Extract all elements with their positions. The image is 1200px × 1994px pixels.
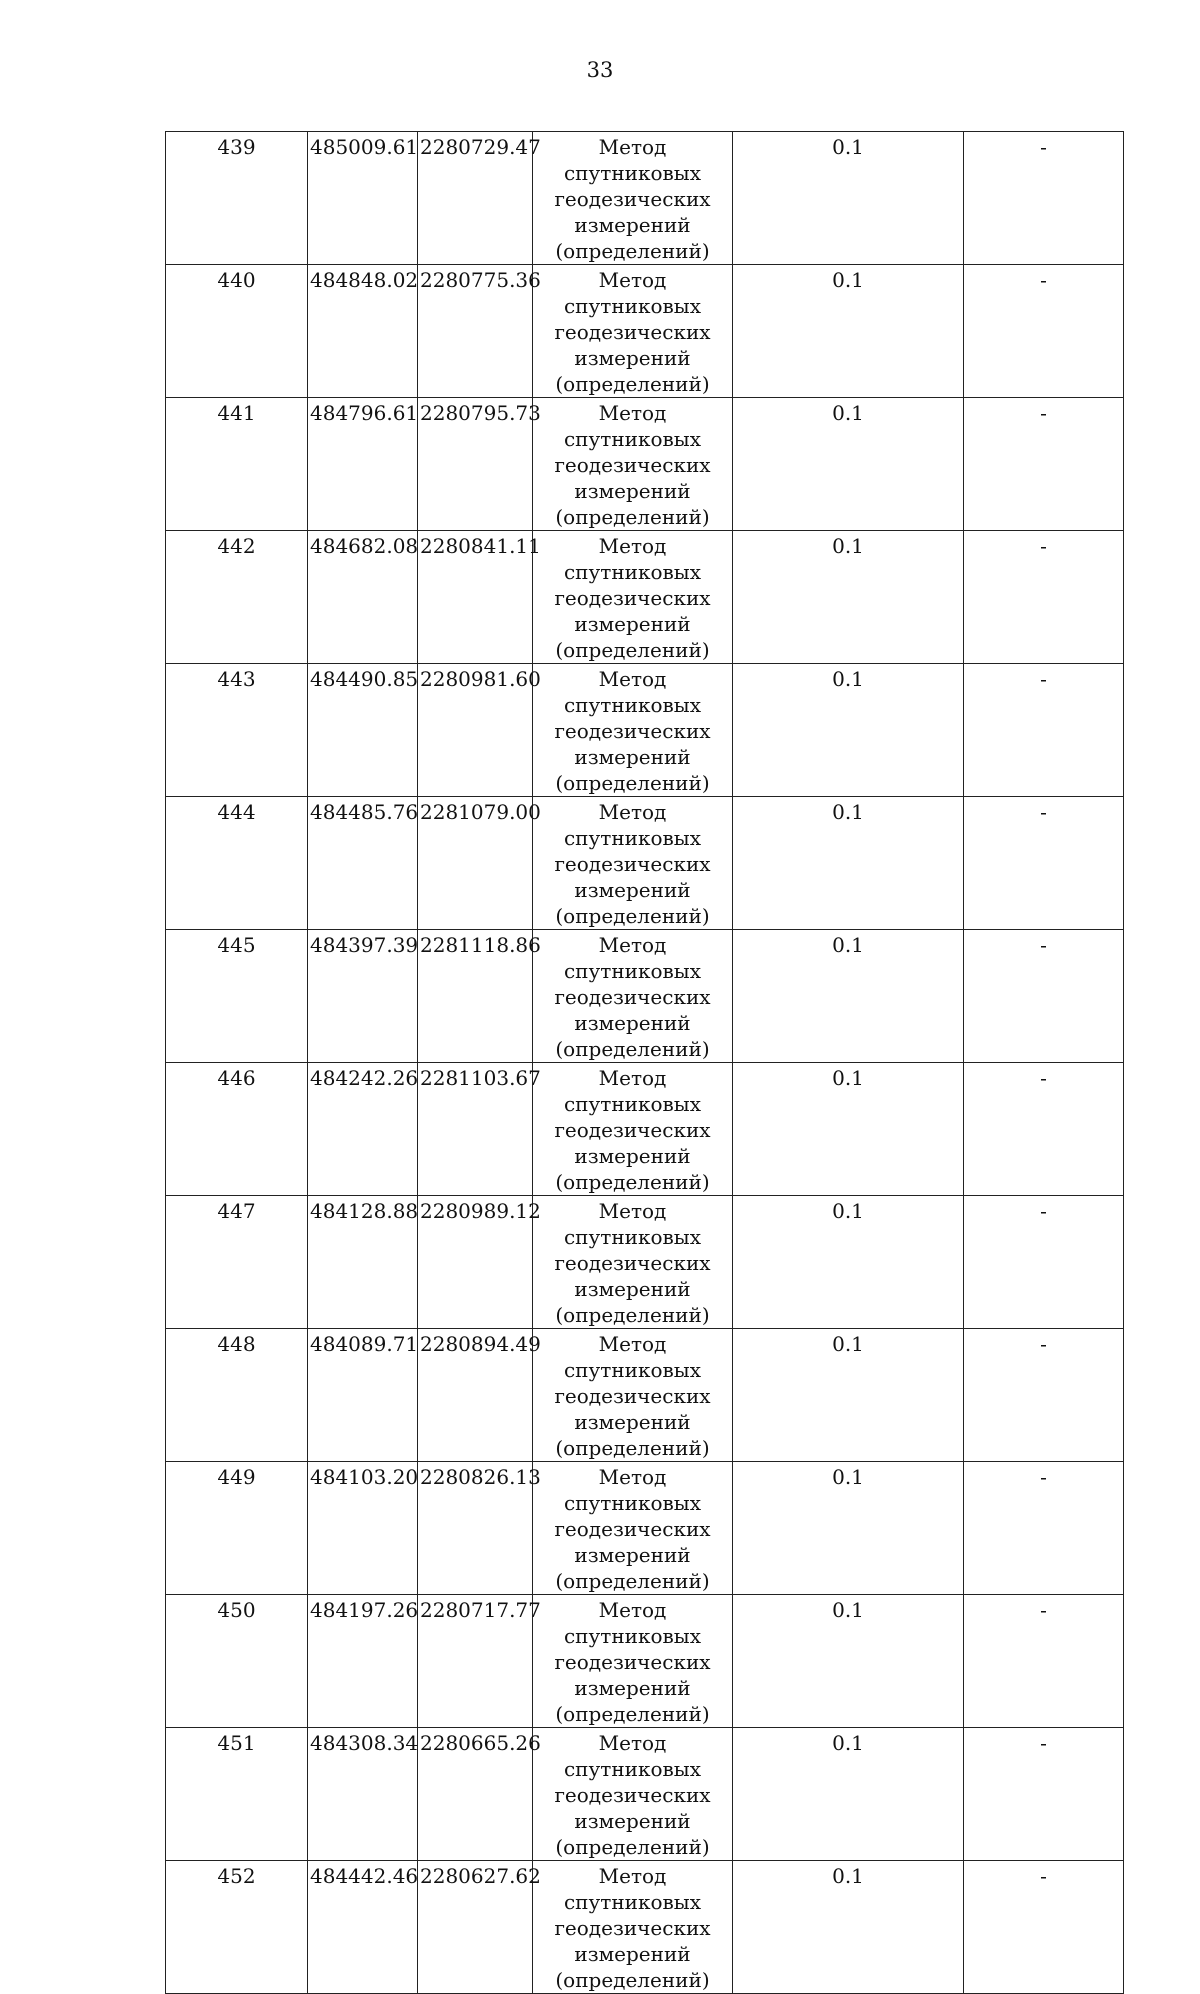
method-cell: Метод спутниковых геодезических измерений (определений) xyxy=(533,1728,733,1861)
y-coordinate-cell: 2280717.77 xyxy=(418,1595,533,1728)
note-cell: - xyxy=(964,265,1124,398)
method-cell: Метод спутниковых геодезических измерений (определений) xyxy=(533,797,733,930)
table-row xyxy=(166,930,1124,1063)
precision-cell: 0.1 xyxy=(733,398,964,531)
point-number-cell: 443 xyxy=(166,664,308,797)
precision-cell: 0.1 xyxy=(733,930,964,1063)
table-row xyxy=(166,1595,1124,1728)
point-number-cell: 446 xyxy=(166,1063,308,1196)
note-cell: - xyxy=(964,531,1124,664)
method-cell: Метод спутниковых геодезических измерений (определений) xyxy=(533,265,733,398)
method-cell: Метод спутниковых геодезических измерений (определений) xyxy=(533,1329,733,1462)
y-coordinate-cell: 2280841.11 xyxy=(418,531,533,664)
note-cell: - xyxy=(964,664,1124,797)
note-cell: - xyxy=(964,132,1124,265)
table-row xyxy=(166,664,1124,797)
y-coordinate-cell: 2280665.26 xyxy=(418,1728,533,1861)
note-cell: - xyxy=(964,1462,1124,1595)
method-cell: Метод спутниковых геодезических измерений (определений) xyxy=(533,132,733,265)
table-row xyxy=(166,1462,1124,1595)
point-number-cell: 442 xyxy=(166,531,308,664)
method-cell: Метод спутниковых геодезических измерений (определений) xyxy=(533,531,733,664)
note-cell: - xyxy=(964,1728,1124,1861)
y-coordinate-cell: 2280775.36 xyxy=(418,265,533,398)
method-cell: Метод спутниковых геодезических измерений (определений) xyxy=(533,664,733,797)
note-cell: - xyxy=(964,1861,1124,1994)
x-coordinate-cell: 484848.02 xyxy=(308,265,418,398)
note-cell: - xyxy=(964,797,1124,930)
point-number-cell: 445 xyxy=(166,930,308,1063)
note-cell: - xyxy=(964,930,1124,1063)
precision-cell: 0.1 xyxy=(733,664,964,797)
table-row xyxy=(166,1728,1124,1861)
point-number-cell: 452 xyxy=(166,1861,308,1994)
point-number-cell: 447 xyxy=(166,1196,308,1329)
x-coordinate-cell: 485009.61 xyxy=(308,132,418,265)
method-cell: Метод спутниковых геодезических измерений (определений) xyxy=(533,1196,733,1329)
point-number-cell: 440 xyxy=(166,265,308,398)
coordinates-table xyxy=(165,131,1124,1994)
precision-cell: 0.1 xyxy=(733,1728,964,1861)
y-coordinate-cell: 2281103.67 xyxy=(418,1063,533,1196)
x-coordinate-cell: 484682.08 xyxy=(308,531,418,664)
x-coordinate-cell: 484442.46 xyxy=(308,1861,418,1994)
point-number-cell: 448 xyxy=(166,1329,308,1462)
x-coordinate-cell: 484308.34 xyxy=(308,1728,418,1861)
precision-cell: 0.1 xyxy=(733,265,964,398)
y-coordinate-cell: 2280729.47 xyxy=(418,132,533,265)
method-cell: Метод спутниковых геодезических измерений (определений) xyxy=(533,1063,733,1196)
method-cell: Метод спутниковых геодезических измерений (определений) xyxy=(533,1861,733,1994)
y-coordinate-cell: 2280826.13 xyxy=(418,1462,533,1595)
precision-cell: 0.1 xyxy=(733,1063,964,1196)
point-number-cell: 450 xyxy=(166,1595,308,1728)
x-coordinate-cell: 484197.26 xyxy=(308,1595,418,1728)
note-cell: - xyxy=(964,1595,1124,1728)
y-coordinate-cell: 2280981.60 xyxy=(418,664,533,797)
method-cell: Метод спутниковых геодезических измерений (определений) xyxy=(533,398,733,531)
point-number-cell: 451 xyxy=(166,1728,308,1861)
table-row xyxy=(166,1329,1124,1462)
table-row xyxy=(166,1196,1124,1329)
y-coordinate-cell: 2280894.49 xyxy=(418,1329,533,1462)
table-row xyxy=(166,797,1124,930)
x-coordinate-cell: 484128.88 xyxy=(308,1196,418,1329)
x-coordinate-cell: 484103.20 xyxy=(308,1462,418,1595)
point-number-cell: 444 xyxy=(166,797,308,930)
table-row xyxy=(166,1861,1124,1994)
page-number: 33 xyxy=(586,58,614,82)
precision-cell: 0.1 xyxy=(733,531,964,664)
x-coordinate-cell: 484089.71 xyxy=(308,1329,418,1462)
precision-cell: 0.1 xyxy=(733,1595,964,1728)
method-cell: Метод спутниковых геодезических измерений (определений) xyxy=(533,1595,733,1728)
point-number-cell: 441 xyxy=(166,398,308,531)
y-coordinate-cell: 2280795.73 xyxy=(418,398,533,531)
coordinates-table-body xyxy=(166,132,1124,1994)
precision-cell: 0.1 xyxy=(733,1861,964,1994)
x-coordinate-cell: 484242.26 xyxy=(308,1063,418,1196)
table-row xyxy=(166,132,1124,265)
precision-cell: 0.1 xyxy=(733,1329,964,1462)
y-coordinate-cell: 2281079.00 xyxy=(418,797,533,930)
point-number-cell: 439 xyxy=(166,132,308,265)
note-cell: - xyxy=(964,1196,1124,1329)
y-coordinate-cell: 2280627.62 xyxy=(418,1861,533,1994)
y-coordinate-cell: 2280989.12 xyxy=(418,1196,533,1329)
x-coordinate-cell: 484397.39 xyxy=(308,930,418,1063)
y-coordinate-cell: 2281118.86 xyxy=(418,930,533,1063)
note-cell: - xyxy=(964,1063,1124,1196)
x-coordinate-cell: 484796.61 xyxy=(308,398,418,531)
table-row xyxy=(166,1063,1124,1196)
table-row xyxy=(166,531,1124,664)
note-cell: - xyxy=(964,1329,1124,1462)
table-row xyxy=(166,398,1124,531)
x-coordinate-cell: 484490.85 xyxy=(308,664,418,797)
precision-cell: 0.1 xyxy=(733,1462,964,1595)
precision-cell: 0.1 xyxy=(733,1196,964,1329)
table-row xyxy=(166,265,1124,398)
precision-cell: 0.1 xyxy=(733,132,964,265)
x-coordinate-cell: 484485.76 xyxy=(308,797,418,930)
precision-cell: 0.1 xyxy=(733,797,964,930)
method-cell: Метод спутниковых геодезических измерений (определений) xyxy=(533,930,733,1063)
point-number-cell: 449 xyxy=(166,1462,308,1595)
note-cell: - xyxy=(964,398,1124,531)
method-cell: Метод спутниковых геодезических измерений (определений) xyxy=(533,1462,733,1595)
